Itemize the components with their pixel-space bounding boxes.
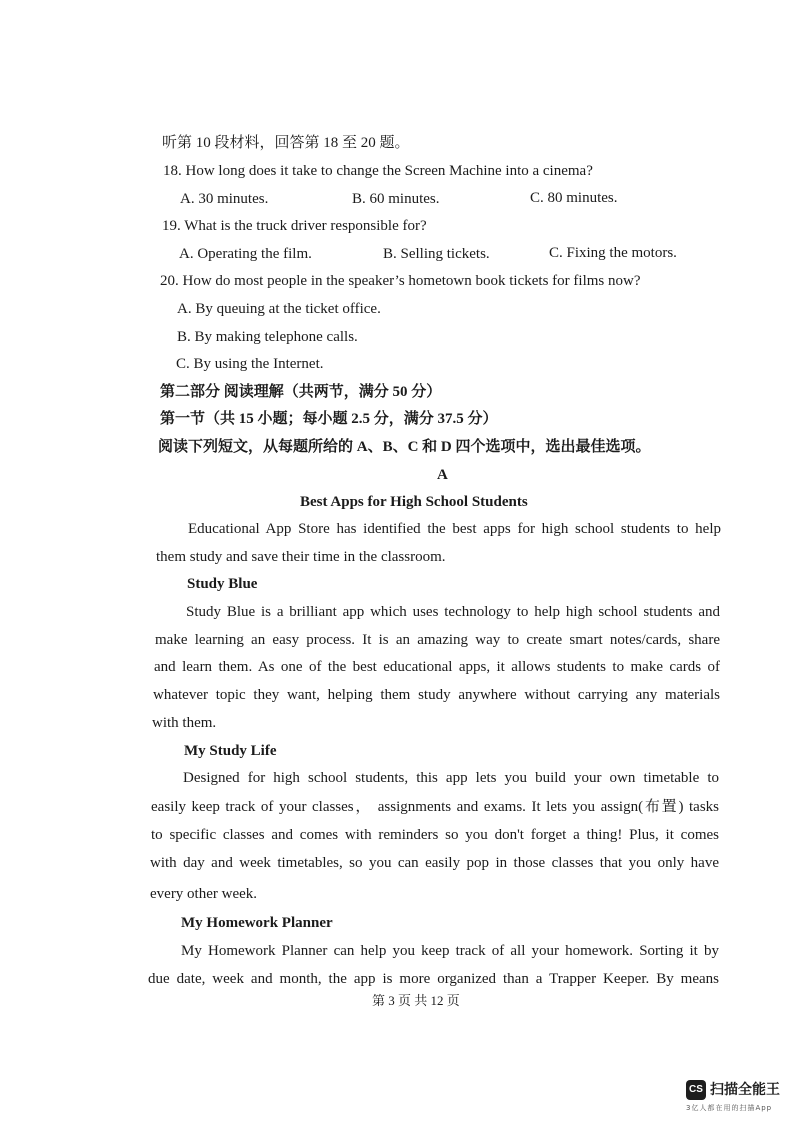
- paragraph-line: Study Blue is a brilliant app which uses technology to help high school students and: [186, 604, 720, 620]
- part-two-heading: 第二部分 阅读理解（共两节，满分 50 分）: [160, 384, 442, 400]
- question-19-option-b: B. Selling tickets.: [383, 246, 490, 262]
- intro-line: them study and save their time in the classroom.: [156, 549, 446, 565]
- question-19-stem: 19. What is the truck driver responsible for?: [162, 218, 427, 234]
- scanner-watermark: [686, 1080, 786, 1116]
- paragraph-line: easily keep track of your classes， assignments and exams. It lets you assign(布置) tasks: [151, 799, 719, 815]
- cs-logo-icon: CS: [686, 1080, 706, 1100]
- passage-letter: A: [437, 467, 448, 483]
- watermark-name: 扫描全能王: [710, 1082, 780, 1098]
- app-heading-study-blue: Study Blue: [187, 576, 258, 592]
- paragraph-line: with day and week timetables, so you can easily pop in those classes that you only have: [150, 855, 719, 871]
- passage-title: Best Apps for High School Students: [300, 494, 528, 510]
- reading-instruction: 阅读下列短文，从每题所给的 A、B、C 和 D 四个选项中，选出最佳选项。: [158, 439, 651, 455]
- paragraph-line: every other week.: [150, 886, 258, 902]
- question-20-stem: 20. How do most people in the speaker’s hometown book tickets for films now?: [160, 273, 641, 289]
- paragraph-line: due date, week and month, the app is more organized than a Trapper Keeper. By means: [148, 971, 719, 987]
- paragraph-line: to specific classes and comes with reminders so you don't forget a thing! Plus, it comes: [151, 827, 719, 843]
- question-18-stem: 18. How long does it take to change the Screen Machine into a cinema?: [163, 163, 593, 179]
- app-heading-my-study-life: My Study Life: [184, 743, 277, 759]
- intro-line: Educational App Store has identified the best apps for high school students to help: [188, 521, 721, 537]
- listening-instruction: 听第 10 段材料，回答第 18 至 20 题。: [162, 135, 410, 151]
- paragraph-line: whatever topic they want, helping them study anywhere without carrying any materials: [153, 687, 720, 703]
- section-one-heading: 第一节（共 15 小题；每小题 2.5 分，满分 37.5 分）: [160, 411, 498, 427]
- paragraph-line: Designed for high school students, this app lets you build your own timetable to: [183, 770, 719, 786]
- watermark-tagline: 3亿人都在用的扫描App: [686, 1104, 773, 1112]
- question-20-option-a: A. By queuing at the ticket office.: [177, 301, 381, 317]
- paragraph-line: and learn them. As one of the best educational apps, it allows students to make cards of: [154, 659, 720, 675]
- question-18-option-b: B. 60 minutes.: [352, 191, 440, 207]
- question-19-option-c: C. Fixing the motors.: [549, 245, 677, 261]
- question-18-option-a: A. 30 minutes.: [180, 191, 269, 207]
- question-20-option-b: B. By making telephone calls.: [177, 329, 358, 345]
- paragraph-line: My Homework Planner can help you keep track of all your homework. Sorting it by: [181, 943, 719, 959]
- question-18-option-c: C. 80 minutes.: [530, 190, 618, 206]
- paragraph-line: make learning an easy process. It is an amazing way to create smart notes/cards, share: [155, 632, 720, 648]
- page-number: 第 3 页 共 12 页: [372, 993, 460, 1008]
- question-19-option-a: A. Operating the film.: [179, 246, 312, 262]
- paragraph-line: with them.: [152, 715, 217, 731]
- app-heading-my-homework-planner: My Homework Planner: [181, 915, 333, 931]
- question-20-option-c: C. By using the Internet.: [176, 356, 324, 372]
